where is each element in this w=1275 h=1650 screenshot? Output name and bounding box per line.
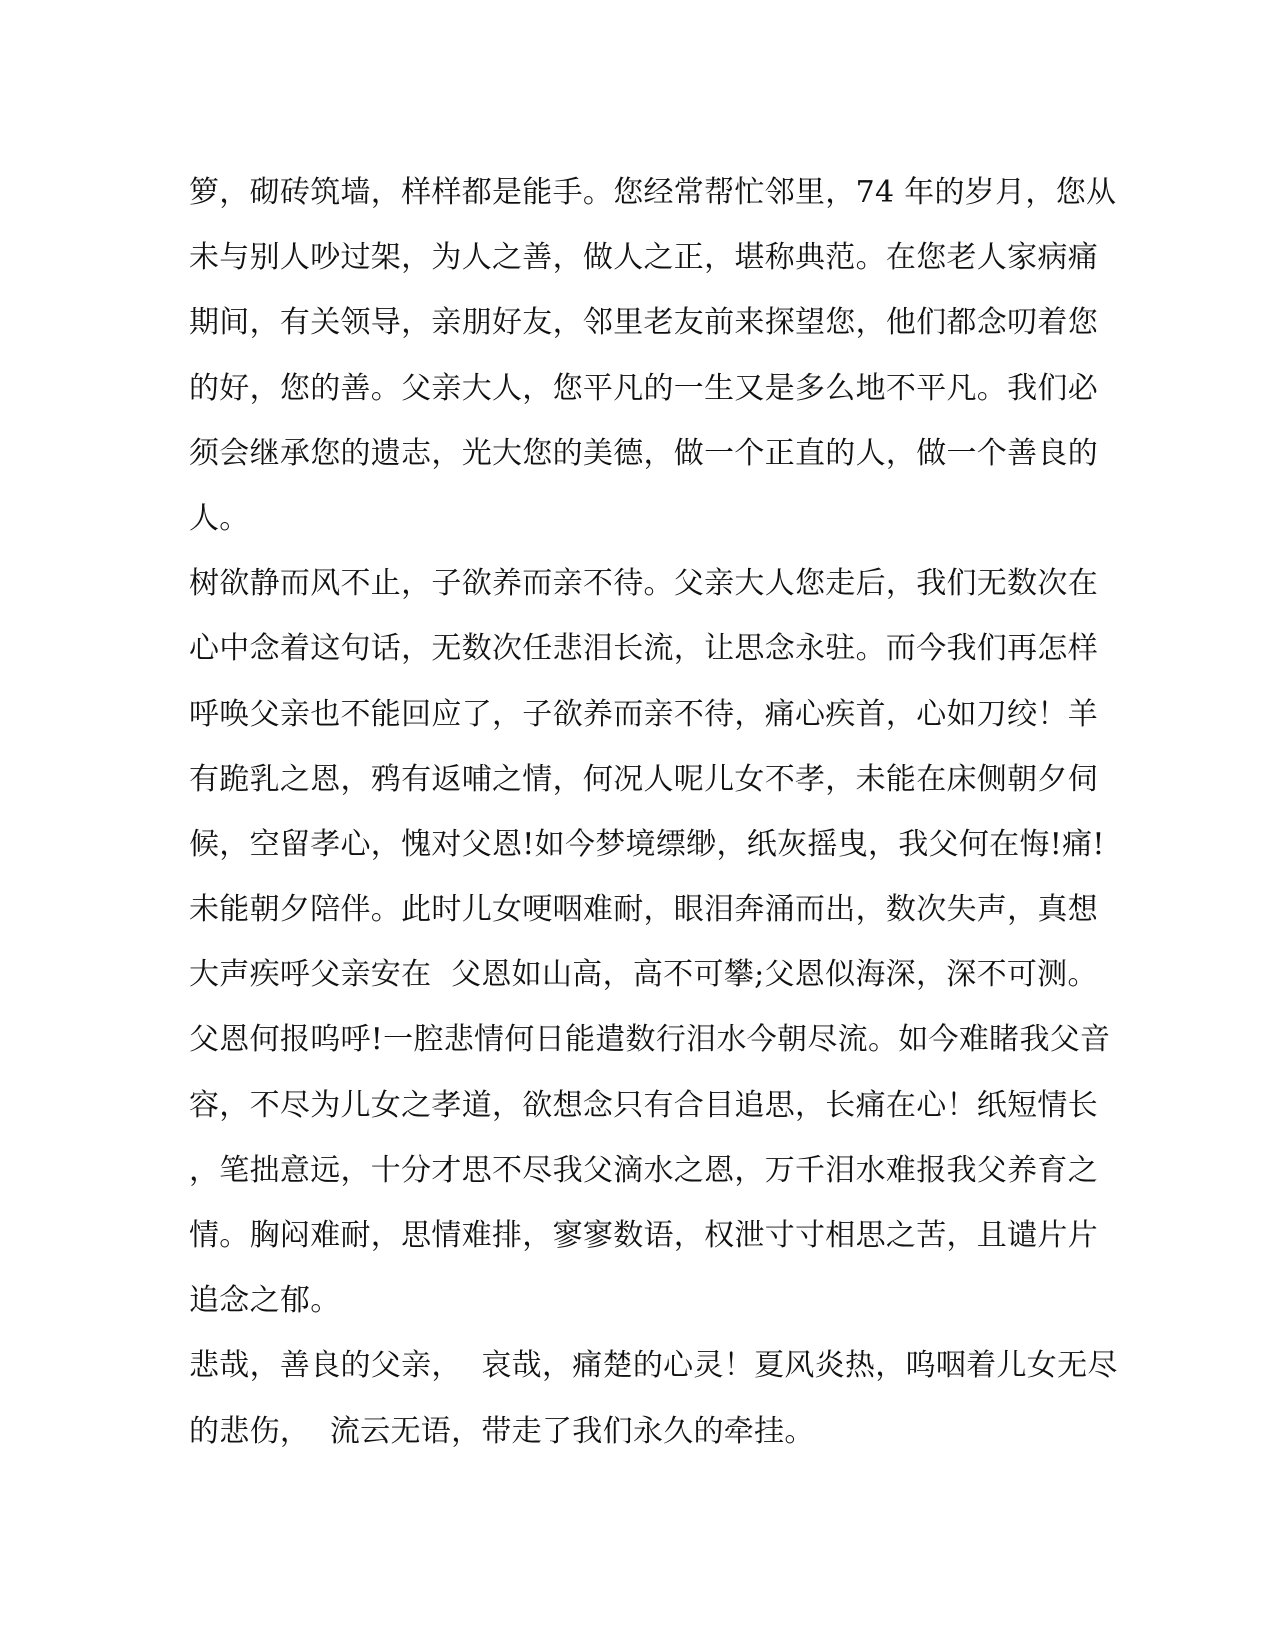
text-line: 追念之郁。	[189, 1283, 341, 1319]
text-line: 心中念着这句话，无数次任悲泪长流，让思念永驻。而今我们再怎样	[189, 631, 1098, 667]
text-line: 未与别人吵过架，为人之善，做人之正，堪称典范。在您老人家病痛	[189, 240, 1098, 276]
text-line: 悲哉，善良的父亲， 哀哉，痛楚的心灵！夏风炎热，呜咽着儿女无尽	[189, 1348, 1118, 1384]
text-line: 有跪乳之恩，鸦有返哺之情，何况人呢儿女不孝，未能在床侧朝夕伺	[189, 761, 1098, 797]
text-line: 容，不尽为儿女之孝道，欲想念只有合目追思，长痛在心！纸短情长	[189, 1087, 1098, 1123]
text-line: 期间，有关领导，亲朋好友，邻里老友前来探望您，他们都念叨着您	[189, 305, 1098, 341]
text-line: 大声疾呼父亲安在 父恩如山高，高不可攀;父恩似海深，深不可测。	[189, 957, 1098, 993]
text-line: 父恩何报呜呼!一腔悲情何日能遣数行泪水今朝尽流。如今难睹我父音	[189, 1022, 1111, 1058]
text-line: 树欲静而风不止，子欲养而亲不待。父亲大人您走后，我们无数次在	[189, 566, 1098, 602]
text-line: 呼唤父亲也不能回应了，子欲养而亲不待，痛心疾首，心如刀绞！羊	[189, 696, 1098, 732]
text-line: ，笔拙意远，十分才思不尽我父滴水之恩，万千泪水难报我父养育之	[189, 1152, 1098, 1188]
text-line: 未能朝夕陪伴。此时儿女哽咽难耐，眼泪奔涌而出，数次失声，真想	[189, 892, 1098, 928]
text-line: 人。	[189, 500, 250, 536]
text-line: 候，空留孝心，愧对父恩!如今梦境缥缈，纸灰摇曳，我父何在悔!痛!	[189, 826, 1105, 862]
text-line: 箩，砌砖筑墙，样样都是能手。您经常帮忙邻里，74 年的岁月，您从	[189, 175, 1117, 210]
text-line: 须会继承您的遗志，光大您的美德，做一个正直的人，做一个善良的	[189, 435, 1098, 471]
text-line: 的悲伤， 流云无语，带走了我们永久的牵挂。	[189, 1413, 815, 1449]
text-line: 的好，您的善。父亲大人，您平凡的一生又是多么地不平凡。我们必	[189, 370, 1098, 406]
text-line: 情。胸闷难耐，思情难排，寥寥数语，权泄寸寸相思之苦，且谴片片	[189, 1218, 1098, 1253]
body-text	[189, 160, 1118, 1464]
